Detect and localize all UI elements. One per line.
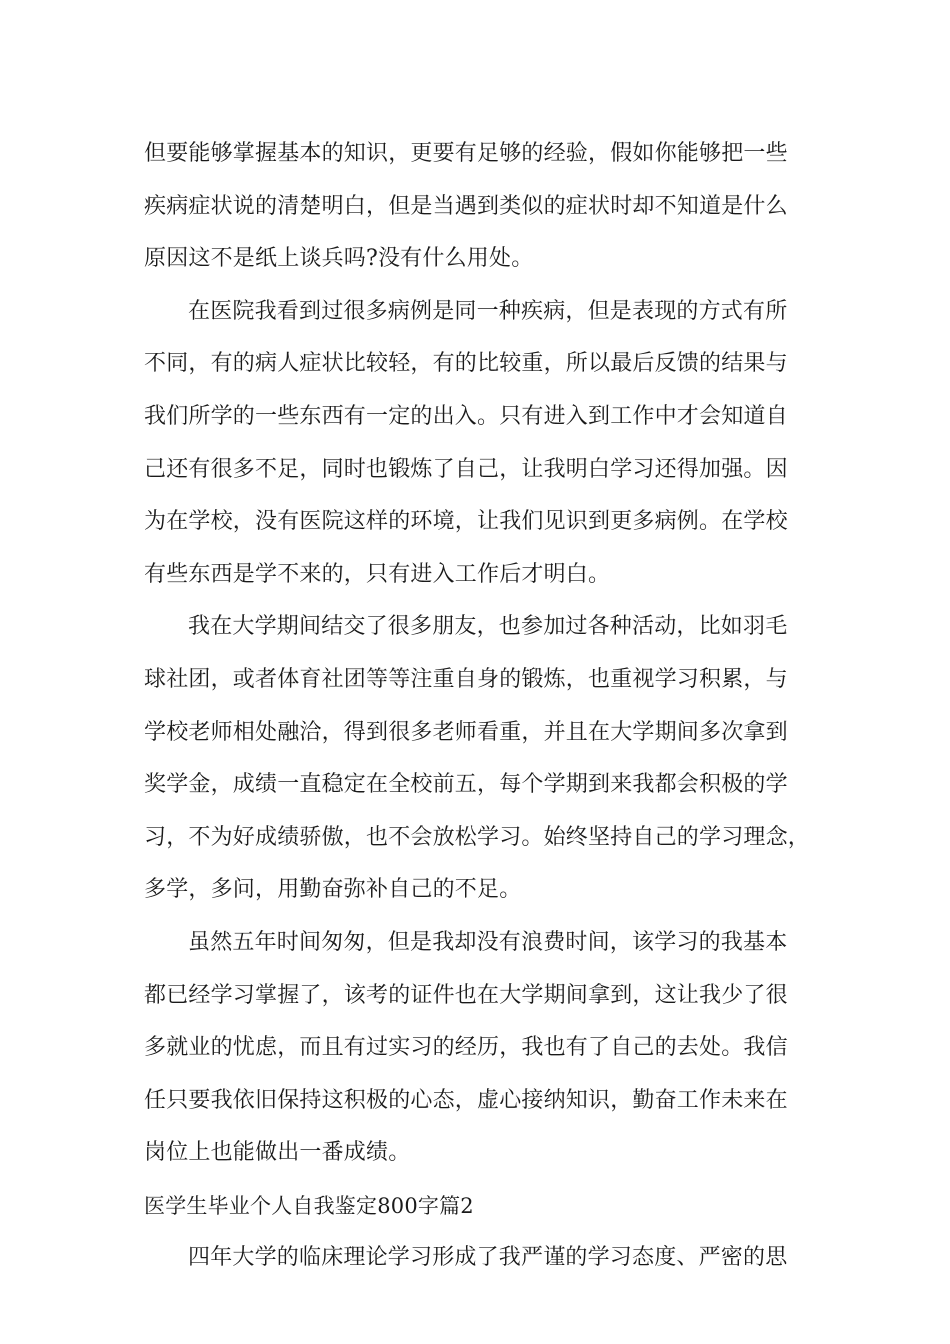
text-line: 习，不为好成绩骄傲，也不会放松学习。始终坚持自己的学习理念， xyxy=(144,824,811,850)
text-line: 多就业的忧虑，而且有过实习的经历，我也有了自己的去处。我信 xyxy=(144,1035,788,1061)
text-line: 球社团，或者体育社团等等注重自身的锻炼，也重视学习积累，与 xyxy=(144,666,788,692)
text-line: 但要能够掌握基本的知识，更要有足够的经验，假如你能够把一些 xyxy=(144,141,788,166)
text-line: 岗位上也能做出一番成绩。 xyxy=(144,1140,411,1166)
text-line: 疾病症状说的清楚明白，但是当遇到类似的症状时却不知道是什么 xyxy=(144,193,788,219)
text-line: 为在学校，没有医院这样的环境，让我们见识到更多病例。在学校 xyxy=(144,509,788,535)
text-line: 己还有很多不足，同时也锻炼了自己，让我明白学习还得加强。因 xyxy=(144,456,788,482)
text-line: 在医院我看到过很多病例是同一种疾病，但是表现的方式有所 xyxy=(188,298,788,324)
text-line: 我们所学的一些东西有一定的出入。只有进入到工作中才会知道自 xyxy=(144,403,788,429)
text-line: 原因这不是纸上谈兵吗?没有什么用处。 xyxy=(144,246,534,272)
text-line: 不同，有的病人症状比较轻，有的比较重，所以最后反馈的结果与 xyxy=(144,351,788,377)
text-line: 虽然五年时间匆匆，但是我却没有浪费时间，该学习的我基本 xyxy=(188,929,788,955)
text-line: 任只要我依旧保持这积极的心态，虚心接纳知识，勤奋工作未来在 xyxy=(144,1087,788,1113)
section-heading: 医学生毕业个人自我鉴定800字篇2 xyxy=(144,1193,474,1218)
text-line: 有些东西是学不来的，只有进入工作后才明白。 xyxy=(144,561,611,587)
text-line: 学校老师相处融洽，得到很多老师看重，并且在大学期间多次拿到 xyxy=(144,719,788,745)
text-line: 四年大学的临床理论学习形成了我严谨的学习态度、严密的思 xyxy=(188,1245,788,1271)
text-line: 奖学金，成绩一直稳定在全校前五，每个学期到来我都会积极的学 xyxy=(144,772,788,798)
text-line: 多学，多问，用勤奋弥补自己的不足。 xyxy=(144,877,522,903)
text-line: 都已经学习掌握了，该考的证件也在大学期间拿到，这让我少了很 xyxy=(144,982,788,1008)
document-body xyxy=(144,128,824,1285)
text-line: 我在大学期间结交了很多朋友，也参加过各种活动，比如羽毛 xyxy=(188,614,788,640)
